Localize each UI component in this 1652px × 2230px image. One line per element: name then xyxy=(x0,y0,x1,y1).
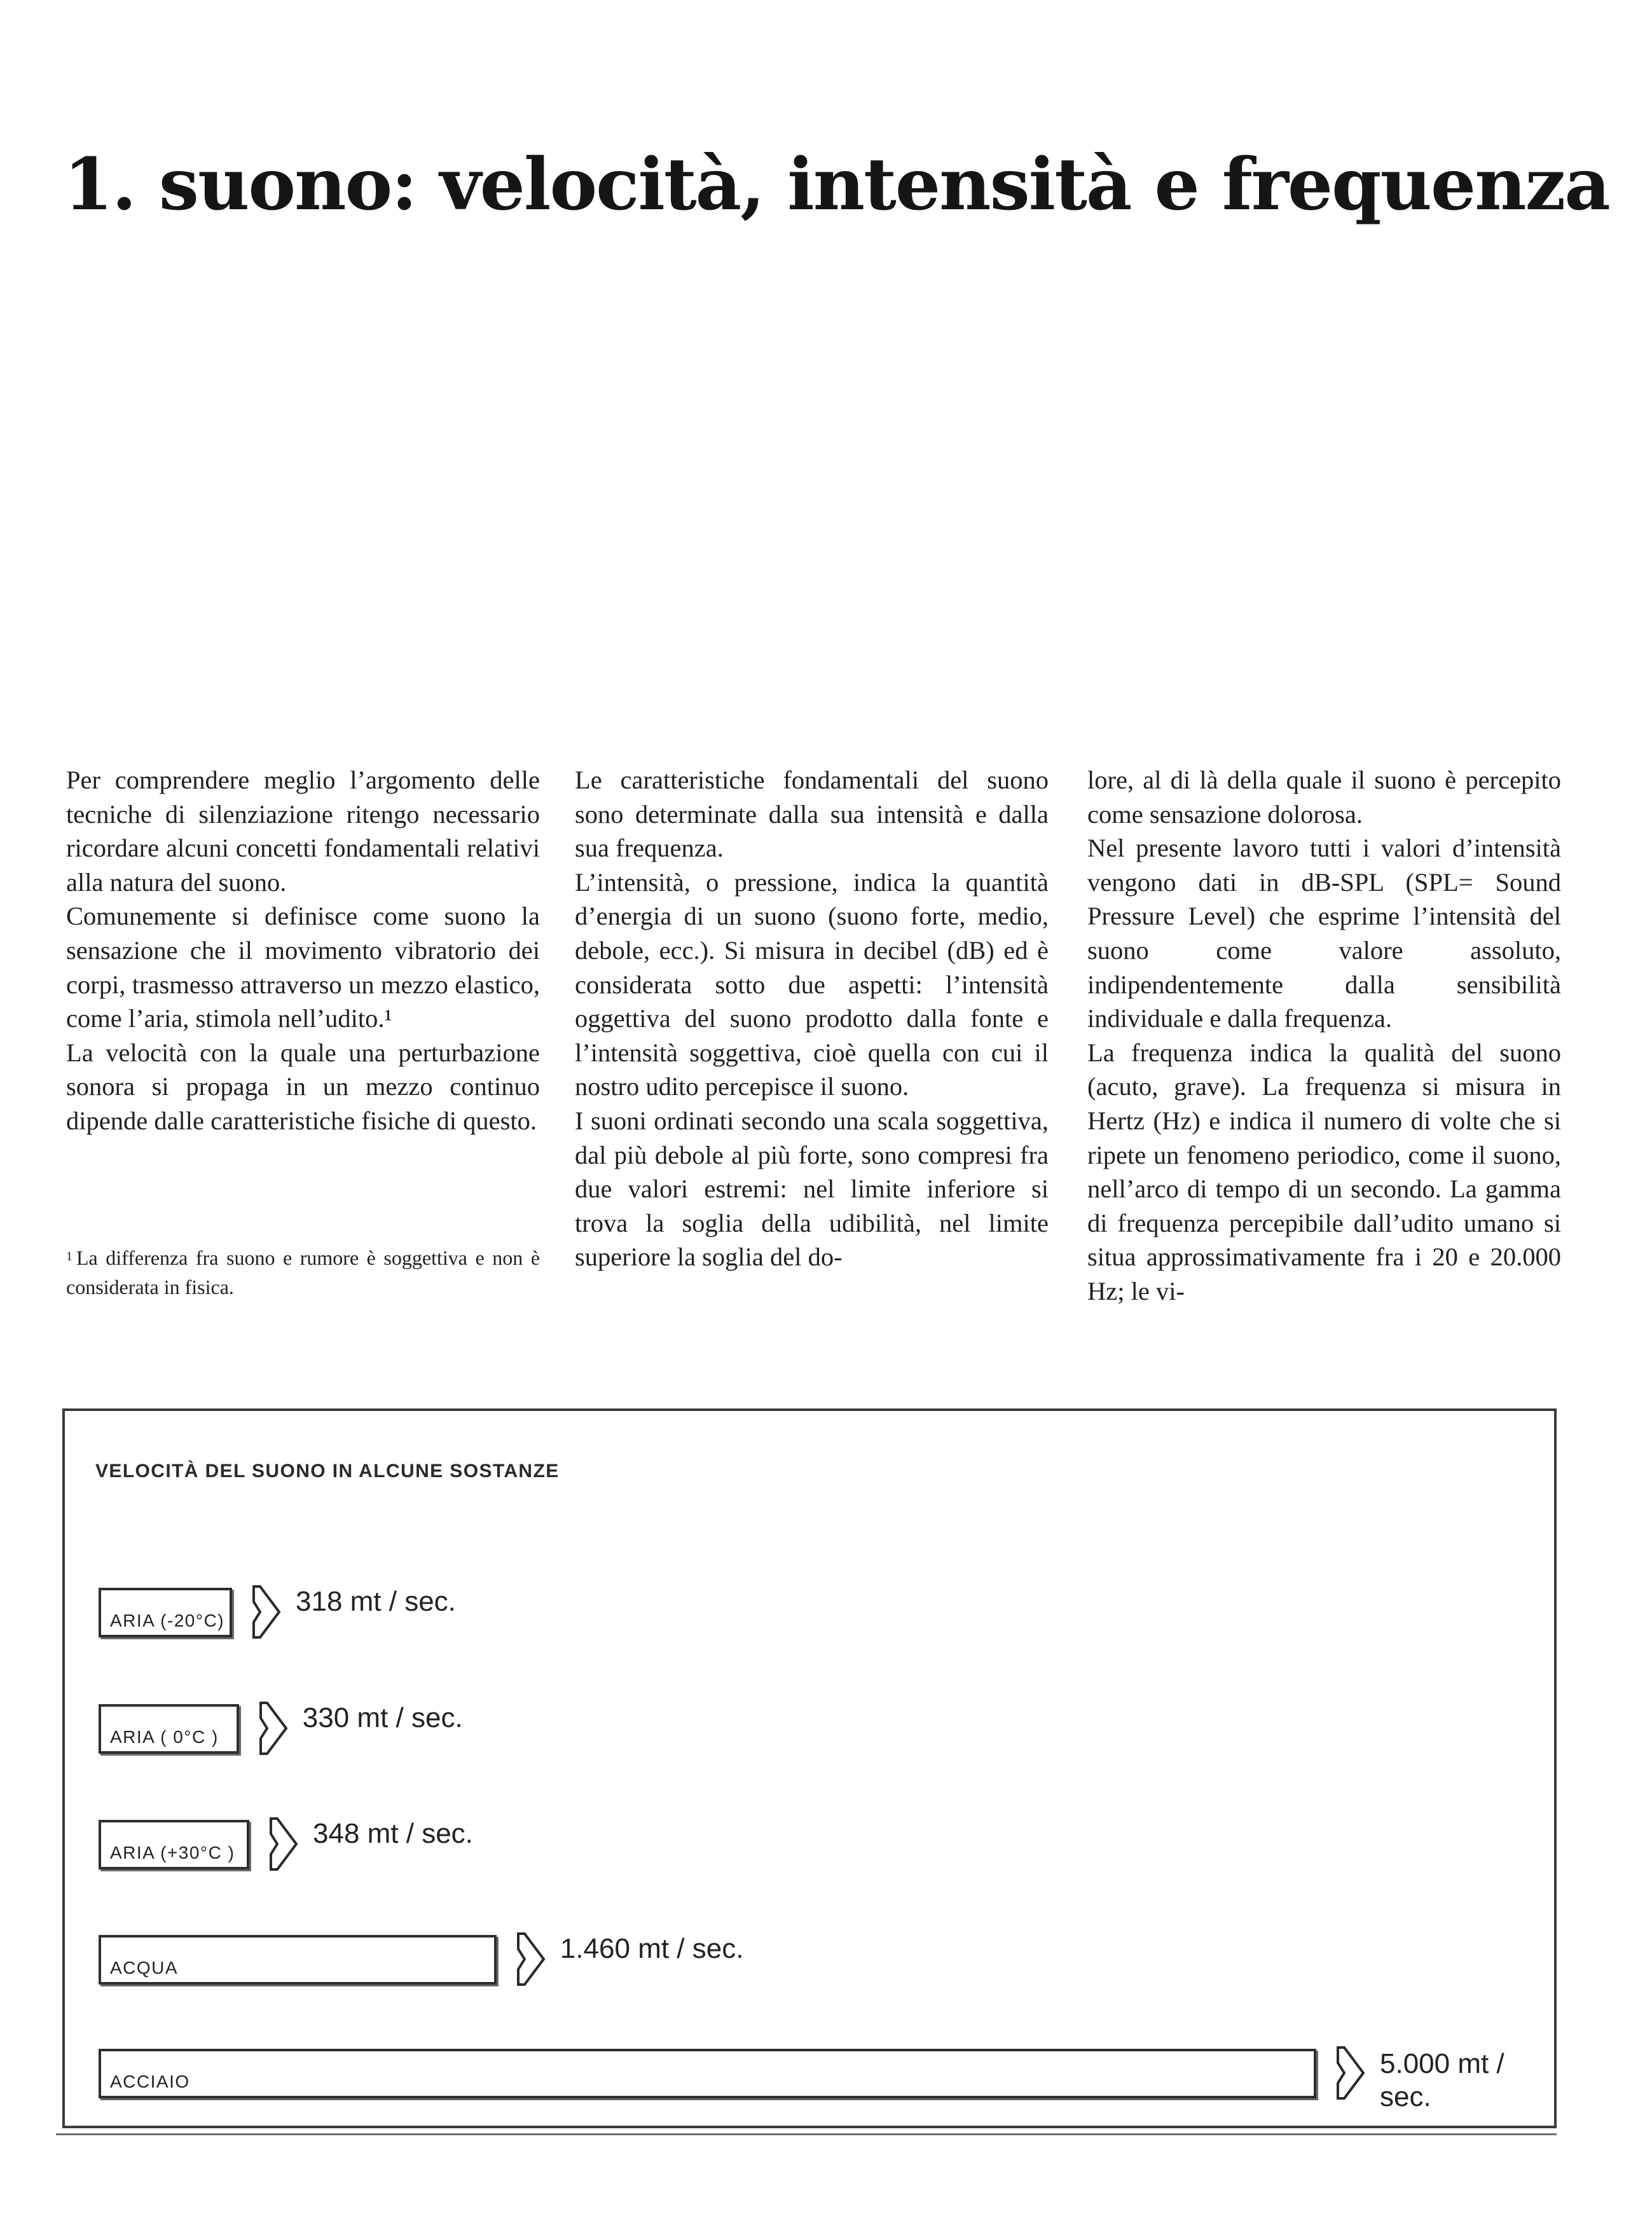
bar-label: ACCIAIO xyxy=(99,2049,1316,2098)
paragraph: Le caratteristiche fondamentali del suono sono determinate dalla sua intensità e dalla sua frequenza. xyxy=(575,766,1049,863)
arrow-icon xyxy=(1335,2045,1366,2101)
bar-label: ACQUA xyxy=(99,1935,497,1985)
arrow-shape xyxy=(254,1586,279,1637)
paragraph: I suoni ordinati secondo una scala soggettiva, dal più debole al più forte, sono compresi fra due valori estremi: nel limite inferiore si trova la soglia della udibilità, nel limite superiore la soglia del do- xyxy=(575,1106,1049,1272)
page-title: 1. suono: velocità, intensità e frequenza xyxy=(64,143,1609,226)
bar-label: ARIA ( 0°C ) xyxy=(99,1704,239,1754)
arrow-shape xyxy=(271,1819,296,1869)
paragraph: Comunemente si definisce come suono la sensazione che il movimento vibratorio dei corpi, trasmesso attraverso un mezzo elastico, come l’aria, stimola nell’udito.¹ xyxy=(66,902,540,1033)
bar-label: ARIA (-20°C) xyxy=(99,1588,232,1637)
arrow-icon xyxy=(268,1816,299,1872)
footnote xyxy=(66,1243,540,1302)
bar-label: ARIA (+30°C ) xyxy=(99,1820,249,1869)
footnote-mark: 1 xyxy=(66,1249,72,1263)
bottom-rule xyxy=(56,2133,1557,2135)
paragraph: Per comprendere meglio l’argomento delle tecniche di silenziazione ritengo necessario ricordare alcuni concetti fondamentali relativi alla natura del suono. xyxy=(66,766,540,897)
arrow-shape xyxy=(518,1934,544,1985)
bar-value-label: 330 mt / sec. xyxy=(302,1702,463,1733)
arrow-icon xyxy=(251,1584,282,1640)
bar-value-label: 348 mt / sec. xyxy=(313,1818,473,1849)
chart-title: VELOCITÀ DEL SUONO IN ALCUNE SOSTANZE xyxy=(95,1461,560,1482)
footnote-text: La differenza fra suono e rumore è soggettiva e non è considerata in fisica. xyxy=(66,1246,540,1298)
text-column-1 xyxy=(66,763,540,1138)
sound-speed-chart-box xyxy=(62,1408,1557,2128)
arrow-icon xyxy=(258,1700,289,1756)
arrow-icon xyxy=(516,1931,546,1987)
bar-value-label: 5.000 mt / sec. xyxy=(1380,2048,1504,2112)
paragraph: L’intensità, o pressione, indica la quantità d’energia di un suono (suono forte, medio, debole, ecc.). Si misura in decibel (dB) ed è considerata sotto due aspetti: l’intensità oggettiva del suono prodotto dalla fonte e l’intensità soggettiva, cioè quella con cui il nostro udito percepisce il suono. xyxy=(575,867,1049,1101)
arrow-shape xyxy=(1338,2048,1363,2098)
arrow-shape xyxy=(261,1703,286,1754)
text-column-2 xyxy=(575,763,1049,1274)
paragraph: lore, al di là della quale il suono è percepito come sensazione dolorosa. xyxy=(1087,766,1561,829)
paragraph: La velocità con la quale una perturbazione sonora si propaga in un mezzo continuo dipende dalle caratteristiche fisiche di questo. xyxy=(66,1038,540,1135)
text-column-3 xyxy=(1087,763,1561,1309)
bar-value-label: 1.460 mt / sec. xyxy=(560,1933,744,1964)
paragraph: La frequenza indica la qualità del suono (acuto, grave). La frequenza si misura in Hertz (Hz) e indica il numero di volte che si ripete un fenomeno periodico, come il suono, nell’arco di tempo di un secondo. La gamma di frequenza percepibile dall’udito umano si situa approssimativamente fra i 20 e 20.000 Hz; le vi- xyxy=(1087,1038,1561,1305)
bar-value-label: 318 mt / sec. xyxy=(296,1586,456,1617)
paragraph: Nel presente lavoro tutti i valori d’intensità vengono dati in dB-SPL (SPL= Sound Pressure Level) che esprime l’intensità del suono come valore assoluto, indipendentemente dalla sensibilità individuale e dalla frequenza. xyxy=(1087,834,1561,1033)
